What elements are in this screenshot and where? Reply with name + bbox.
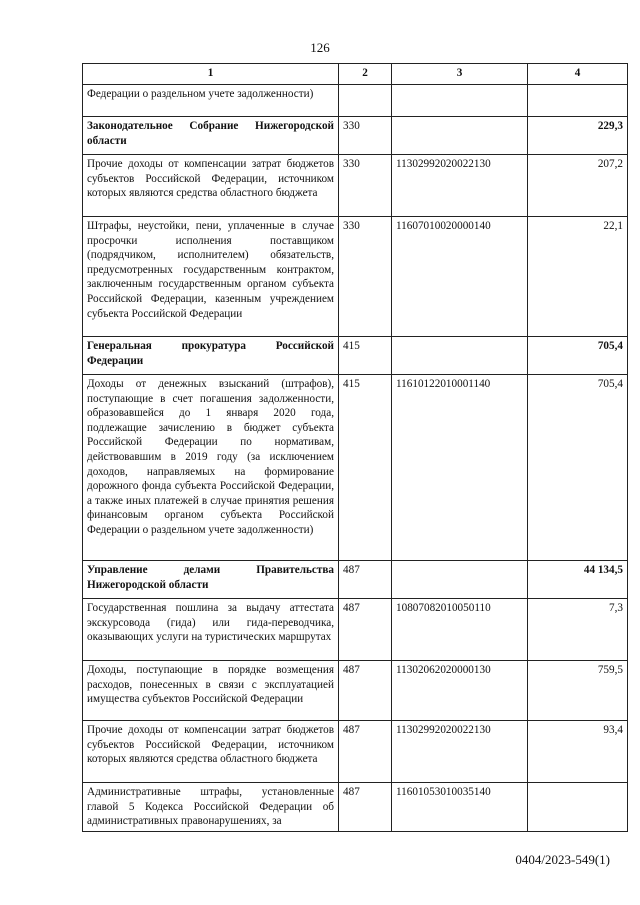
admin-code-cell: [339, 85, 392, 117]
revenue-name-cell: Прочие доходы от компенсации затрат бюджетов субъектов Российской Федерации, источником которых являются средства областного бюджета: [83, 721, 339, 783]
admin-code-cell: 330: [339, 155, 392, 217]
kbk-code-cell: [392, 85, 528, 117]
revenue-name-cell: Доходы, поступающие в порядке возмещения расходов, понесенных в связи с эксплуатацией имущества субъектов Российской Федерации: [83, 661, 339, 721]
kbk-code-cell: [392, 337, 528, 375]
table-header-row: [83, 64, 628, 85]
admin-code-cell: 487: [339, 561, 392, 599]
amount-cell: 93,4: [528, 721, 628, 783]
document-number: 0404/2023-549(1): [515, 852, 610, 867]
admin-code-cell: 487: [339, 599, 392, 661]
amount-cell: 7,3: [528, 599, 628, 661]
amount-cell: 705,4: [528, 337, 628, 375]
table-row-organization: [83, 561, 628, 599]
page-number: 126: [310, 40, 330, 55]
amount-cell: 759,5: [528, 661, 628, 721]
revenue-name-cell: Законодательное Собрание Нижегородской области: [83, 117, 339, 155]
table-row: [83, 375, 628, 561]
amount-cell: 229,3: [528, 117, 628, 155]
amount-cell: 44 134,5: [528, 561, 628, 599]
revenue-name-cell: Штрафы, неустойки, пени, уплаченные в случае просрочки исполнения поставщиком (подрядчиком, исполнителем) обязательств, предусмотренных государственным контрактом, заключенным государственным органом субъекта Российской Федерации, казенным учреждением субъекта Российской Федерации: [83, 217, 339, 337]
kbk-code-cell: 11601053010035140: [392, 783, 528, 832]
admin-code-cell: 415: [339, 337, 392, 375]
kbk-code-cell: 11302992020022130: [392, 155, 528, 217]
amount-cell: [528, 783, 628, 832]
table-row: [83, 217, 628, 337]
table-row: [83, 661, 628, 721]
admin-code-cell: 330: [339, 217, 392, 337]
table-row: [83, 721, 628, 783]
admin-code-cell: 487: [339, 721, 392, 783]
table-row: [83, 155, 628, 217]
kbk-code-cell: 10807082010050110: [392, 599, 528, 661]
revenue-name-cell: Доходы от денежных взысканий (штрафов), поступающие в счет погашения задолженности, образовавшейся до 1 января 2020 года, подлежащие зачислению в бюджет субъекта Российской Федерации по нормативам, действовавшим в 2019 году (за исключением доходов, направляемых на формирование дорожного фонда субъекта Российской Федерации, а также иных платежей в случае принятия решения финансовым органом субъекта Российской Федерации о раздельном учете задолженности): [83, 375, 339, 561]
revenue-name-cell: Государственная пошлина за выдачу аттестата экскурсовода (гида) или гида-переводчика, оказывающих услуги на туристических маршрутах: [83, 599, 339, 661]
kbk-code-cell: 11302992020022130: [392, 721, 528, 783]
admin-code-cell: 415: [339, 375, 392, 561]
column-header-1: 1: [83, 64, 339, 85]
kbk-code-cell: 11607010020000140: [392, 217, 528, 337]
kbk-code-cell: [392, 561, 528, 599]
revenue-name-cell: Управление делами Правительства Нижегородской области: [83, 561, 339, 599]
admin-code-cell: 487: [339, 783, 392, 832]
kbk-code-cell: 11610122010001140: [392, 375, 528, 561]
table-row: [83, 783, 628, 832]
column-header-2: 2: [339, 64, 392, 85]
table-row-organization: [83, 117, 628, 155]
amount-cell: 207,2: [528, 155, 628, 217]
table-row: [83, 599, 628, 661]
table-row: [83, 85, 628, 117]
amount-cell: [528, 85, 628, 117]
revenue-name-cell: Федерации о раздельном учете задолженности): [83, 85, 339, 117]
revenue-name-cell: Административные штрафы, установленные главой 5 Кодекса Российской Федерации об административных правонарушениях, за: [83, 783, 339, 832]
admin-code-cell: 330: [339, 117, 392, 155]
admin-code-cell: 487: [339, 661, 392, 721]
column-header-3: 3: [392, 64, 528, 85]
revenue-name-cell: Прочие доходы от компенсации затрат бюджетов субъектов Российской Федерации, источником которых являются средства областного бюджета: [83, 155, 339, 217]
kbk-code-cell: 11302062020000130: [392, 661, 528, 721]
revenue-name-cell: Генеральная прокуратура Российской Федерации: [83, 337, 339, 375]
kbk-code-cell: [392, 117, 528, 155]
amount-cell: 705,4: [528, 375, 628, 561]
revenue-table: [82, 63, 628, 832]
table-body: [83, 85, 628, 832]
table-row-organization: [83, 337, 628, 375]
amount-cell: 22,1: [528, 217, 628, 337]
column-header-4: 4: [528, 64, 628, 85]
